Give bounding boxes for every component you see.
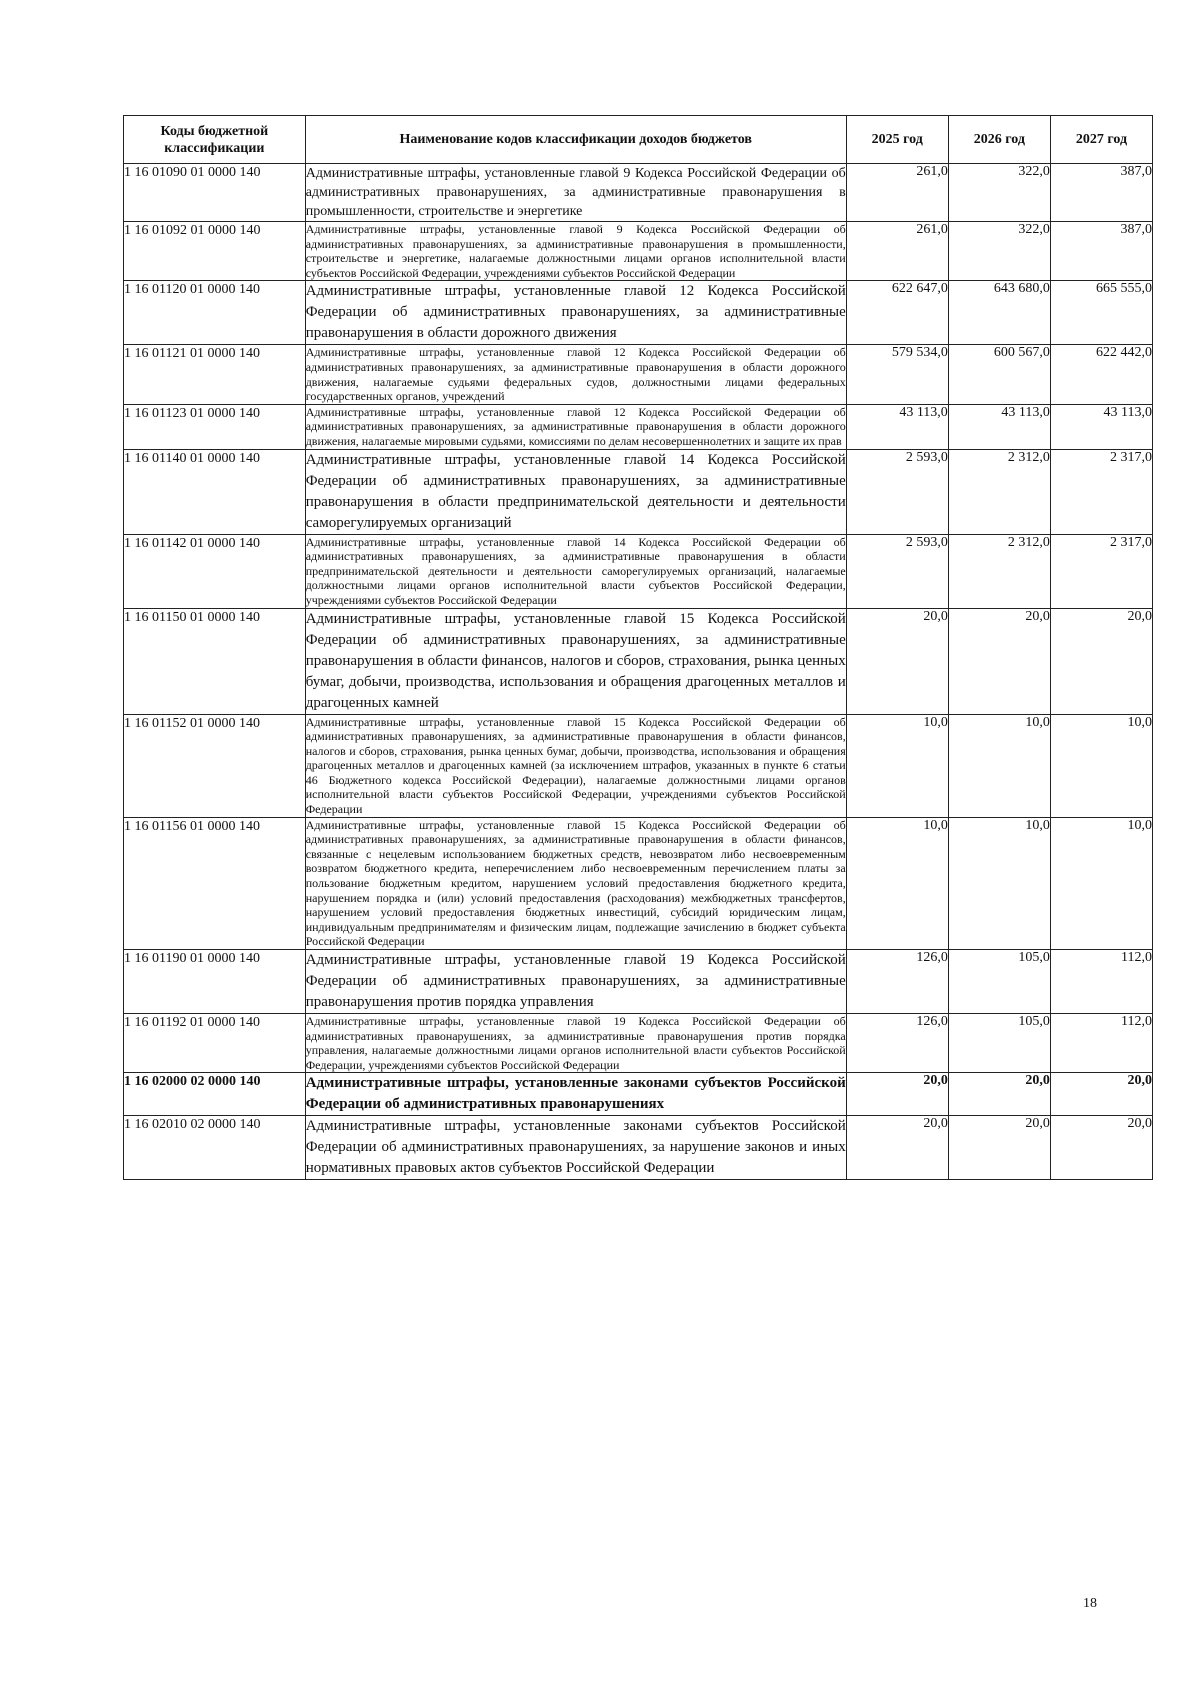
- row-value-2026: 20,0: [948, 1116, 1050, 1180]
- row-code: 1 16 02000 02 0000 140: [124, 1073, 306, 1116]
- row-value-2025: 261,0: [846, 164, 948, 222]
- row-value-2027: 43 113,0: [1050, 404, 1152, 449]
- row-value-2026: 10,0: [948, 817, 1050, 949]
- row-code: 1 16 01192 01 0000 140: [124, 1014, 306, 1073]
- row-value-2025: 261,0: [846, 222, 948, 281]
- row-value-2027: 20,0: [1050, 608, 1152, 714]
- table-row: [124, 817, 1153, 949]
- header-2025: 2025 год: [846, 116, 948, 164]
- row-code: 1 16 02010 02 0000 140: [124, 1116, 306, 1180]
- row-value-2026: 2 312,0: [948, 534, 1050, 608]
- row-name: Административные штрафы, установленные главой 19 Кодекса Российской Федерации об административных правонарушениях, за административные правонарушения против порядка управления, налагаемые должностными лицами органов исполнительной власти субъектов Российской Федерации, учреждениями субъектов Российской Федерации: [305, 1014, 846, 1072]
- row-value-2025: 2 593,0: [846, 449, 948, 534]
- row-code: 1 16 01090 01 0000 140: [124, 164, 306, 222]
- table-row: [124, 1116, 1153, 1180]
- row-code: 1 16 01092 01 0000 140: [124, 222, 306, 281]
- row-name: Административные штрафы, установленные главой 15 Кодекса Российской Федерации об административных правонарушениях, за административные правонарушения в области финансов, налогов и сборов, страхования, рынка ценных бумаг, добычи, производства, использования и обращения драгоценных металлов и драгоценных камней: [305, 608, 846, 714]
- table-row: [124, 714, 1153, 817]
- row-value-2025: 20,0: [846, 1073, 948, 1116]
- row-value-2027: 112,0: [1050, 1014, 1152, 1073]
- row-value-2026: 643 680,0: [948, 281, 1050, 345]
- row-name: Административные штрафы, установленные главой 9 Кодекса Российской Федерации об административных правонарушениях, за административные правонарушения в промышленности, строительстве и энергетике, налагаемые должностными лицами органов исполнительной власти субъектов Российской Федерации, учреждениями субъектов Российской Федерации: [305, 222, 846, 280]
- row-value-2026: 105,0: [948, 950, 1050, 1014]
- row-name: Административные штрафы, установленные главой 14 Кодекса Российской Федерации об административных правонарушениях, за административные правонарушения в области предпринимательской деятельности и деятельности саморегулируемых организаций: [305, 449, 846, 534]
- row-code: 1 16 01190 01 0000 140: [124, 950, 306, 1014]
- row-name: Административные штрафы, установленные законами субъектов Российской Федерации об административных правонарушениях, за нарушение законов и иных нормативных правовых актов субъектов Российской Федерации: [305, 1116, 846, 1180]
- row-value-2027: 622 442,0: [1050, 345, 1152, 404]
- table-row: [124, 449, 1153, 534]
- row-name: Административные штрафы, установленные законами субъектов Российской Федерации об административных правонарушениях: [305, 1073, 846, 1116]
- header-name: Наименование кодов классификации доходов бюджетов: [305, 116, 846, 164]
- row-value-2025: 10,0: [846, 817, 948, 949]
- row-value-2025: 2 593,0: [846, 534, 948, 608]
- row-name: Административные штрафы, установленные главой 14 Кодекса Российской Федерации об административных правонарушениях, за административные правонарушения в области предпринимательской деятельности и деятельности саморегулируемых организаций, налагаемые должностными лицами органов исполнительной власти субъектов Российской Федерации, учреждениями субъектов Российской Федерации: [305, 534, 846, 607]
- table-row: [124, 534, 1153, 608]
- row-code: 1 16 01150 01 0000 140: [124, 608, 306, 714]
- row-value-2027: 387,0: [1050, 222, 1152, 281]
- table-row: [124, 1073, 1153, 1116]
- row-value-2025: 20,0: [846, 608, 948, 714]
- table-row: [124, 950, 1153, 1014]
- table-body: [124, 164, 1153, 1180]
- table-row: [124, 222, 1153, 281]
- row-value-2026: 10,0: [948, 714, 1050, 817]
- row-name: Административные штрафы, установленные главой 15 Кодекса Российской Федерации об административных правонарушениях, за административные правонарушения в области финансов, налогов и сборов, страхования, рынка ценных бумаг, добычи, производства, использования и обращения драгоценных металлов и драгоценных камней (за исключением штрафов, указанных в пункте 6 статьи 46 Бюджетного кодекса Российской Федерации), налагаемые должностными лицами органов исполнительной власти субъектов Российской Федерации, учреждениями субъектов Российской Федерации: [305, 714, 846, 817]
- header-2026: 2026 год: [948, 116, 1050, 164]
- row-value-2027: 112,0: [1050, 950, 1152, 1014]
- row-name: Административные штрафы, установленные главой 12 Кодекса Российской Федерации об административных правонарушениях, за административные правонарушения в области дорожного движения, налагаемые судьями федеральных судов, должностными лицами федеральных государственных органов, учреждений: [305, 345, 846, 404]
- row-code: 1 16 01152 01 0000 140: [124, 714, 306, 817]
- table-row: [124, 404, 1153, 449]
- row-value-2027: 387,0: [1050, 164, 1152, 222]
- revenue-classification-table: [123, 115, 1153, 1180]
- row-value-2026: 43 113,0: [948, 404, 1050, 449]
- row-value-2027: 2 317,0: [1050, 534, 1152, 608]
- table-row: [124, 345, 1153, 404]
- row-value-2026: 322,0: [948, 164, 1050, 222]
- header-2027: 2027 год: [1050, 116, 1152, 164]
- row-value-2025: 579 534,0: [846, 345, 948, 404]
- row-value-2027: 20,0: [1050, 1116, 1152, 1180]
- row-value-2025: 126,0: [846, 1014, 948, 1073]
- row-name: Административные штрафы, установленные главой 12 Кодекса Российской Федерации об административных правонарушениях, за административные правонарушения в области дорожного движения: [305, 281, 846, 345]
- row-value-2026: 20,0: [948, 608, 1050, 714]
- row-value-2026: 20,0: [948, 1073, 1050, 1116]
- table-header-row: [124, 116, 1153, 164]
- row-value-2027: 10,0: [1050, 817, 1152, 949]
- table-row: [124, 1014, 1153, 1073]
- row-value-2025: 43 113,0: [846, 404, 948, 449]
- row-value-2025: 10,0: [846, 714, 948, 817]
- row-name: Административные штрафы, установленные главой 12 Кодекса Российской Федерации об административных правонарушениях, за административные правонарушения в области дорожного движения, налагаемые мировыми судьями, комиссиями по делам несовершеннолетних и защите их прав: [305, 404, 846, 448]
- row-code: 1 16 01156 01 0000 140: [124, 817, 306, 949]
- table-row: [124, 164, 1153, 222]
- row-value-2026: 105,0: [948, 1014, 1050, 1073]
- row-value-2026: 322,0: [948, 222, 1050, 281]
- row-code: 1 16 01120 01 0000 140: [124, 281, 306, 345]
- row-value-2027: 10,0: [1050, 714, 1152, 817]
- table-row: [124, 608, 1153, 714]
- row-value-2026: 2 312,0: [948, 449, 1050, 534]
- row-name: Административные штрафы, установленные главой 19 Кодекса Российской Федерации об административных правонарушениях, за административные правонарушения против порядка управления: [305, 950, 846, 1014]
- row-code: 1 16 01121 01 0000 140: [124, 345, 306, 404]
- row-code: 1 16 01140 01 0000 140: [124, 449, 306, 534]
- row-value-2027: 665 555,0: [1050, 281, 1152, 345]
- table-row: [124, 281, 1153, 345]
- row-code: 1 16 01123 01 0000 140: [124, 404, 306, 449]
- row-value-2027: 20,0: [1050, 1073, 1152, 1116]
- row-value-2025: 20,0: [846, 1116, 948, 1180]
- page-number: 18: [1083, 1596, 1097, 1611]
- row-value-2027: 2 317,0: [1050, 449, 1152, 534]
- row-value-2026: 600 567,0: [948, 345, 1050, 404]
- row-value-2025: 622 647,0: [846, 281, 948, 345]
- row-value-2025: 126,0: [846, 950, 948, 1014]
- row-code: 1 16 01142 01 0000 140: [124, 534, 306, 608]
- row-name: Административные штрафы, установленные главой 15 Кодекса Российской Федерации об административных правонарушениях, за административные правонарушения в области финансов, связанные с нецелевым использованием бюджетных средств, невозвратом либо несвоевременным возвратом бюджетного кредита, неперечислением либо несвоевременным перечислением платы за пользование бюджетным кредитом, нарушением условий предоставления бюджетного кредита, нарушением порядка и (или) условий предоставления (расходования) межбюджетных трансфертов, нарушением условий предоставления бюджетных инвестиций, субсидий юридическим лицам, индивидуальным предпринимателям и физическим лицам, подлежащие зачислению в бюджет субъекта Российской Федерации: [305, 817, 846, 949]
- header-code: Коды бюджетной классификации: [124, 116, 306, 164]
- row-name: Административные штрафы, установленные главой 9 Кодекса Российской Федерации об административных правонарушениях, за административные правонарушения в промышленности, строительстве и энергетике: [305, 164, 846, 222]
